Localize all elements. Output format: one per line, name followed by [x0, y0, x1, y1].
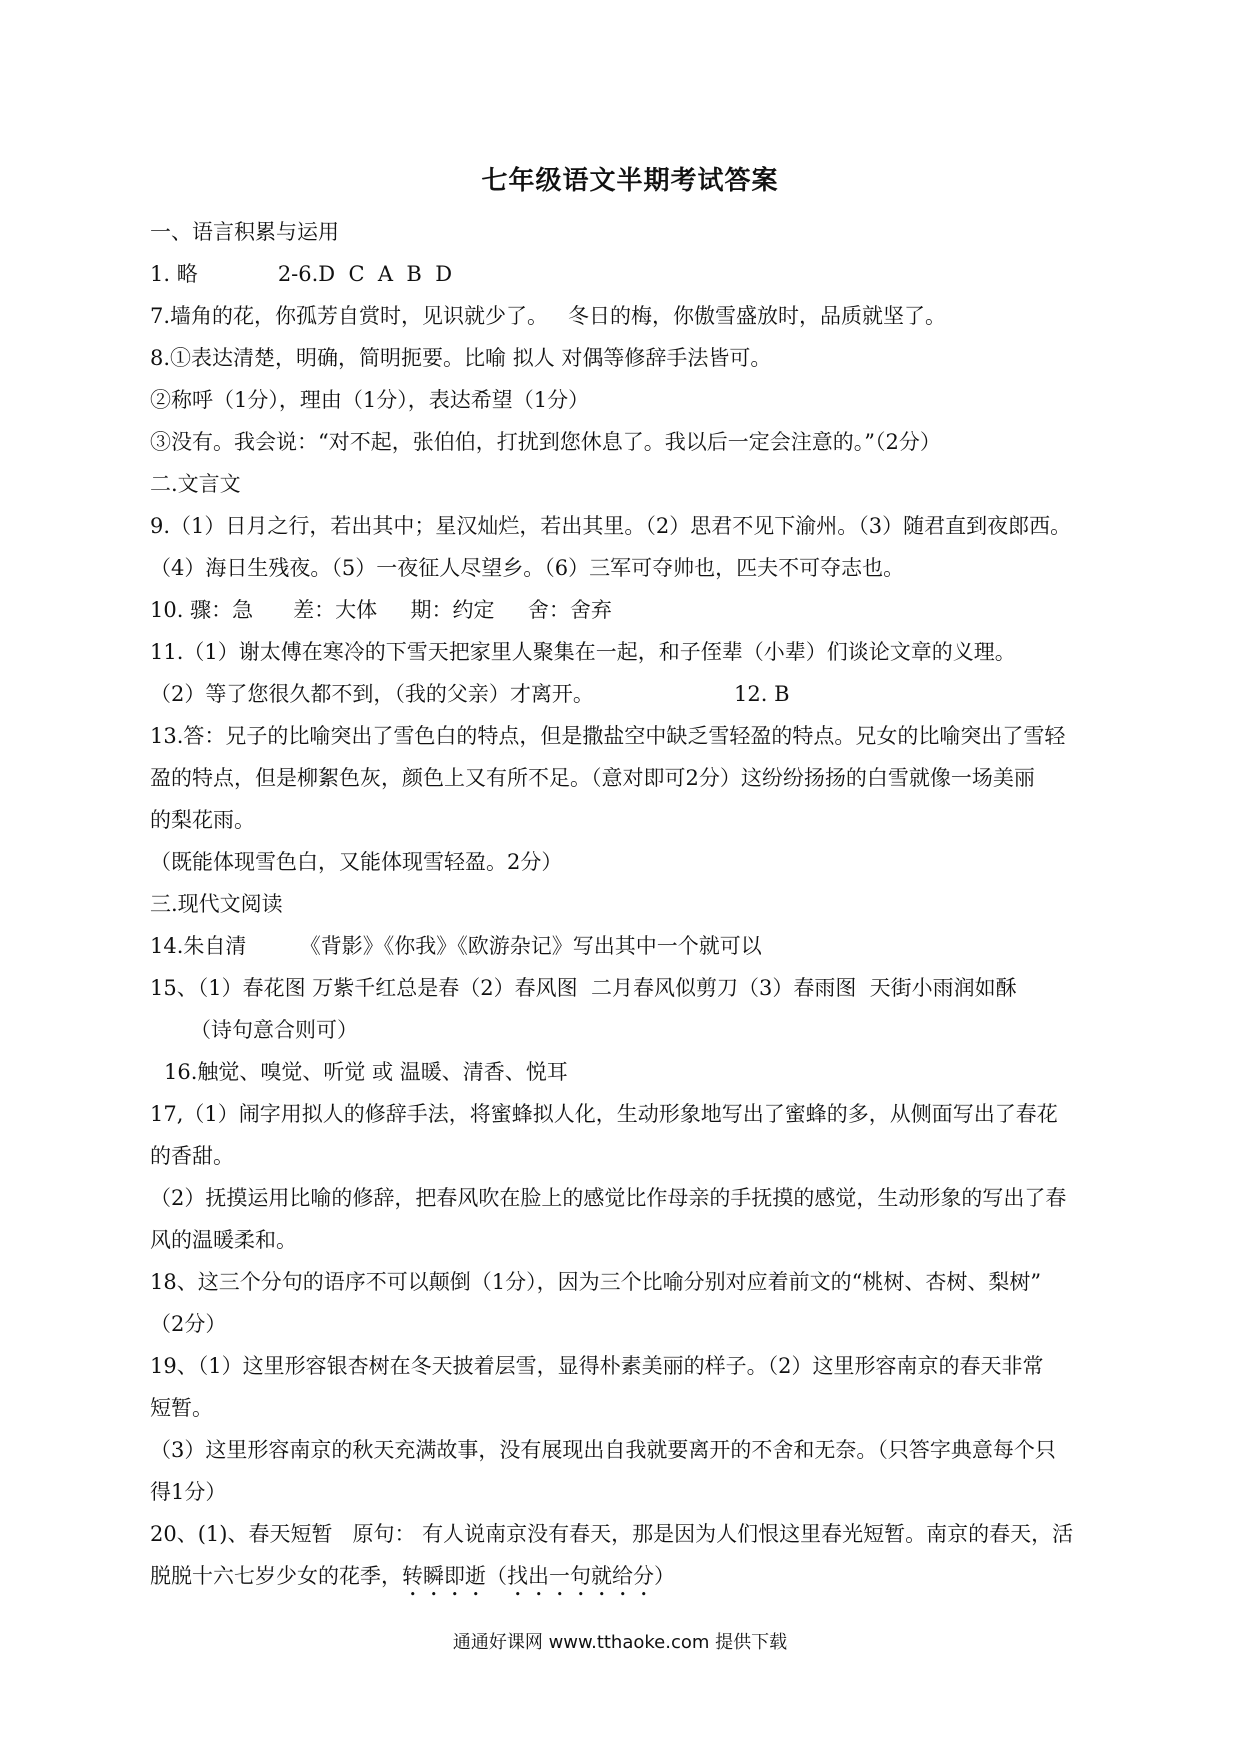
answer-line: （诗句意合则可）	[190, 1018, 358, 1042]
answer-line: 的梨花雨。	[150, 808, 255, 832]
answer-line: 11.（1）谢太傅在寒冷的下雪天把家里人聚集在一起，和子侄辈（小辈）们谈论文章的义理。	[150, 640, 1016, 664]
answer-line: 9.（1）日月之行，若出其中；星汉灿烂，若出其里。（2）思君不见下渝州。（3）随君直到夜郎西。	[150, 514, 1072, 538]
answer-line: 1. 略 2-6.D C A B D	[150, 262, 453, 286]
answer-line: 13.答：兄子的比喻突出了雪色白的特点，但是撒盐空中缺乏雪轻盈的特点。兄女的比喻突出了雪轻	[150, 724, 1066, 748]
answer-line: 18、这三个分句的语序不可以颠倒（1分），因为三个比喻分别对应着前文的“桃树、杏树、梨树”	[150, 1270, 1042, 1294]
answer-line: 19、（1）这里形容银杏树在冬天披着层雪，显得朴素美丽的样子。（2）这里形容南京的春天非常	[150, 1354, 1044, 1378]
answer-line: 14.朱自清 《背影》《你我》《欧游杂记》写出其中一个就可以	[150, 934, 762, 958]
answer-line: 盈的特点，但是柳絮色灰，颜色上又有所不足。（意对即可2分）这纷纷扬扬的白雪就像一场美丽	[150, 766, 1035, 790]
answer-lines	[150, 211, 1110, 1601]
answer-line: （2分）	[150, 1312, 227, 1336]
last-line-dotted: 转瞬即逝（找出一句就给分）	[402, 1564, 675, 1588]
answer-line: 三.现代文阅读	[150, 892, 283, 916]
answer-line: 15、（1）春花图 万紫千红总是春（2）春风图 二月春风似剪刀（3）春雨图 天街小雨润如酥	[150, 976, 1017, 1000]
answer-line: ②称呼（1分），理由（1分），表达希望（1分）	[150, 388, 590, 412]
answer-line: （4）海日生残夜。（5）一夜征人尽望乡。（6）三军可夺帅也，匹夫不可夺志也。	[150, 556, 905, 580]
answer-line: （2）抚摸运用比喻的修辞，把春风吹在脸上的感觉比作母亲的手抚摸的感觉，生动形象的写出了春	[150, 1186, 1067, 1210]
answer-line: 二.文言文	[150, 472, 241, 496]
answer-document	[150, 160, 1110, 1601]
answer-line: 8.①表达清楚，明确，简明扼要。比喻 拟人 对偶等修辞手法皆可。	[150, 346, 772, 370]
last-line-main: 脱脱十六七岁少女的花季，	[150, 1564, 402, 1588]
answer-line: 7.墙角的花，你孤芳自赏时，见识就少了。 冬日的梅，你傲雪盛放时，品质就坚了。	[150, 304, 947, 328]
answer-line: 10. 骤：急 差：大体 期：约定 舍：舍弃	[150, 598, 612, 622]
answer-line: 风的温暖柔和。	[150, 1228, 297, 1252]
answer-line: 一、语言积累与运用	[150, 220, 339, 244]
answer-line: （既能体现雪色白，又能体现雪轻盈。2分）	[150, 850, 563, 874]
answer-line: 17,（1）闹字用拟人的修辞手法，将蜜蜂拟人化，生动形象地写出了蜜蜂的多，从侧面写出了春花	[150, 1102, 1058, 1126]
answer-line: 16.触觉、嗅觉、听觉 或 温暖、清香、悦耳	[164, 1060, 568, 1084]
answer-line: （2）等了您很久都不到，（我的父亲）才离开。 12. B	[150, 682, 790, 706]
answer-line: 得1分）	[150, 1480, 227, 1504]
page-title: 七年级语文半期考试答案	[481, 166, 779, 196]
answer-line: ③没有。我会说：“对不起，张伯伯，打扰到您休息了。我以后一定会注意的。”（2分）	[150, 430, 941, 454]
answer-line: （3）这里形容南京的秋天充满故事，没有展现出自我就要离开的不舍和无奈。（只答字典意每个只	[150, 1438, 1056, 1462]
page-footer: 通通好课网 www.tthaoke.com 提供下载	[452, 1632, 788, 1653]
answer-line-last	[150, 1555, 1110, 1601]
answer-line: 的香甜。	[150, 1144, 234, 1168]
answer-line: 20、(1)、春天短暂 原句： 有人说南京没有春天，那是因为人们恨这里春光短暂。南京的春天，活	[150, 1522, 1074, 1546]
answer-line: 短暂。	[150, 1396, 213, 1420]
